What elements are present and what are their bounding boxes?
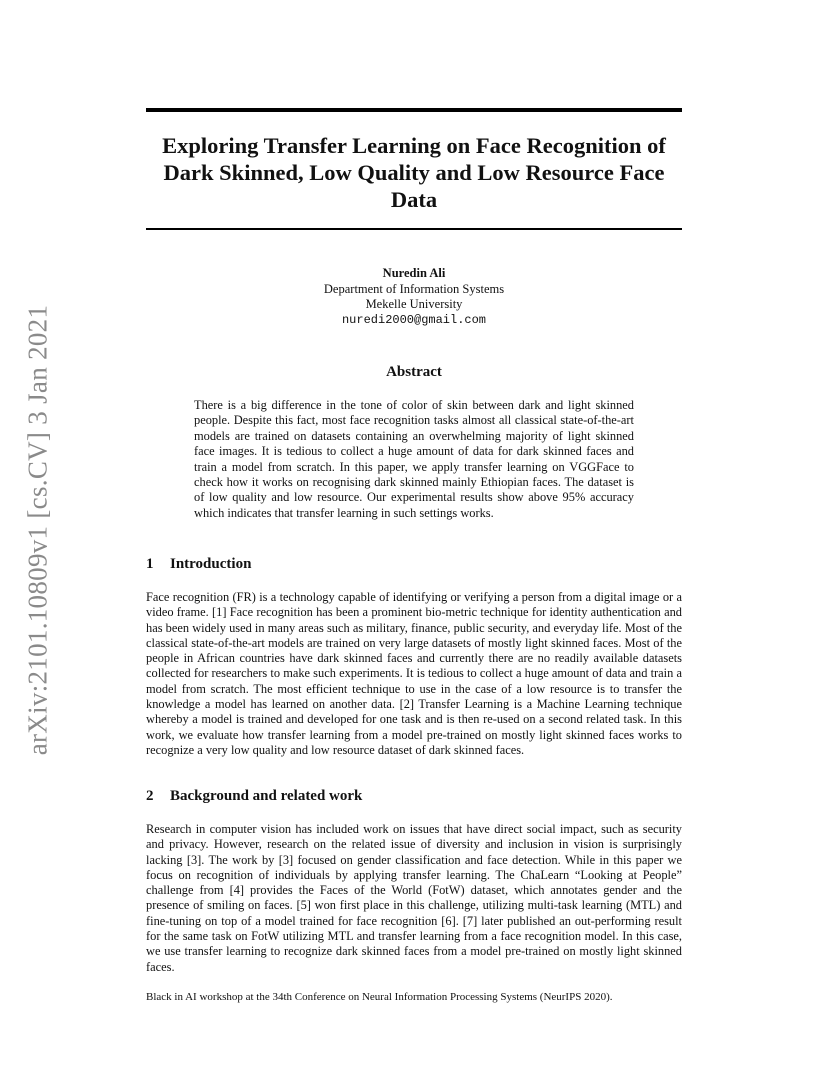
- abstract-heading: Abstract: [386, 364, 442, 380]
- introduction-paragraph: Face recognition (FR) is a technology capable of identifying or verifying a person from a digital image or a video frame. [1] Face recognition has been a prominent bio-metric technique for identity authentication and has been widely used in many areas such as military, finance, public security, and everyday life. Most of the classical state-of-the-art models are trained on very large datasets of mostly light skinned faces. Most of the people in African countries have dark skinned faces and currently there are no readily available datasets collected for researchers to make such experiments. It is tedious to collect a huge amount of data and train a model from scratch. The most efficient technique to use in the case of a low resource is to transfer the knowledge a model has learned on another data. [2] Transfer Learning is a Machine Learning technique whereby a model is trained and developed for one task and is then re-used on a second related task. In this work, we evaluate how transfer learning from a model pre-trained on mostly light skinned faces works to recognize a very low quality and low resource dataset of dark skinned faces.: [146, 590, 682, 757]
- author-email: nuredi2000@gmail.com: [341, 312, 487, 327]
- author-block: [146, 266, 682, 328]
- title-top-rule: [146, 108, 682, 112]
- title-bottom-rule: [146, 228, 682, 230]
- section-number: 2: [146, 788, 154, 804]
- section-heading-introduction: [146, 556, 682, 573]
- arxiv-identifier: arXiv:2101.10809v1 [cs.CV] 3 Jan 2021: [22, 304, 53, 756]
- background-paragraph: Research in computer vision has included work on issues that have direct social impact, such as security and privacy. However, research on the related issue of diversity and inclusion in vision is surprisingly lacking [3]. The work by [3] focused on gender classification and face detection. While in this paper we focus on recognition of individuals by applying transfer learning. The ChaLearn “Looking at People” challenge from [4] provides the Faces of the World (FotW) dataset, which annotates gender and the presence of smiling on faces. [5] won first place in this challenge, utilizing multi-task learning (MTL) and fine-tuning on top of a model trained for face recognition [6]. [7] later published an out-performing result for the same task on FotW utilizing MTL and transfer learning from a face recognition model. In this case, we use transfer learning to recognize dark skinned faces from a model pre-trained on mostly light skinned faces.: [146, 822, 682, 974]
- author-university: Mekelle University: [365, 297, 463, 311]
- author-department: Department of Information Systems: [323, 281, 505, 296]
- section-heading-background: [146, 788, 682, 805]
- section-title: Background and related work: [170, 788, 363, 804]
- venue-footnote: Black in AI workshop at the 34th Conference on Neural Information Processing Systems (NeurIPS 2020).: [146, 991, 613, 1003]
- section-title: Introduction: [170, 556, 252, 572]
- author-name: Nuredin Ali: [382, 266, 446, 280]
- paper-title: Exploring Transfer Learning on Face Recognition of Dark Skinned, Low Quality and Low Resource Face Data: [162, 133, 666, 212]
- arxiv-sidebar: [18, 300, 58, 760]
- section-number: 1: [146, 556, 154, 572]
- abstract-text: There is a big difference in the tone of color of skin between dark and light skinned people. Despite this fact, most face recognition tasks almost all classical state-of-the-art models are trained on datasets containing an overwhelming majority of light skinned face images. It is tedious to collect a huge amount of data for dark skinned faces and train a model from scratch. In this paper, we apply transfer learning on VGGFace to check how it works on recognising dark skinned mainly Ethiopian faces. The dataset is of low quality and low resource. Our experimental results show above 95% accuracy which indicates that transfer learning in such settings works.: [194, 398, 634, 520]
